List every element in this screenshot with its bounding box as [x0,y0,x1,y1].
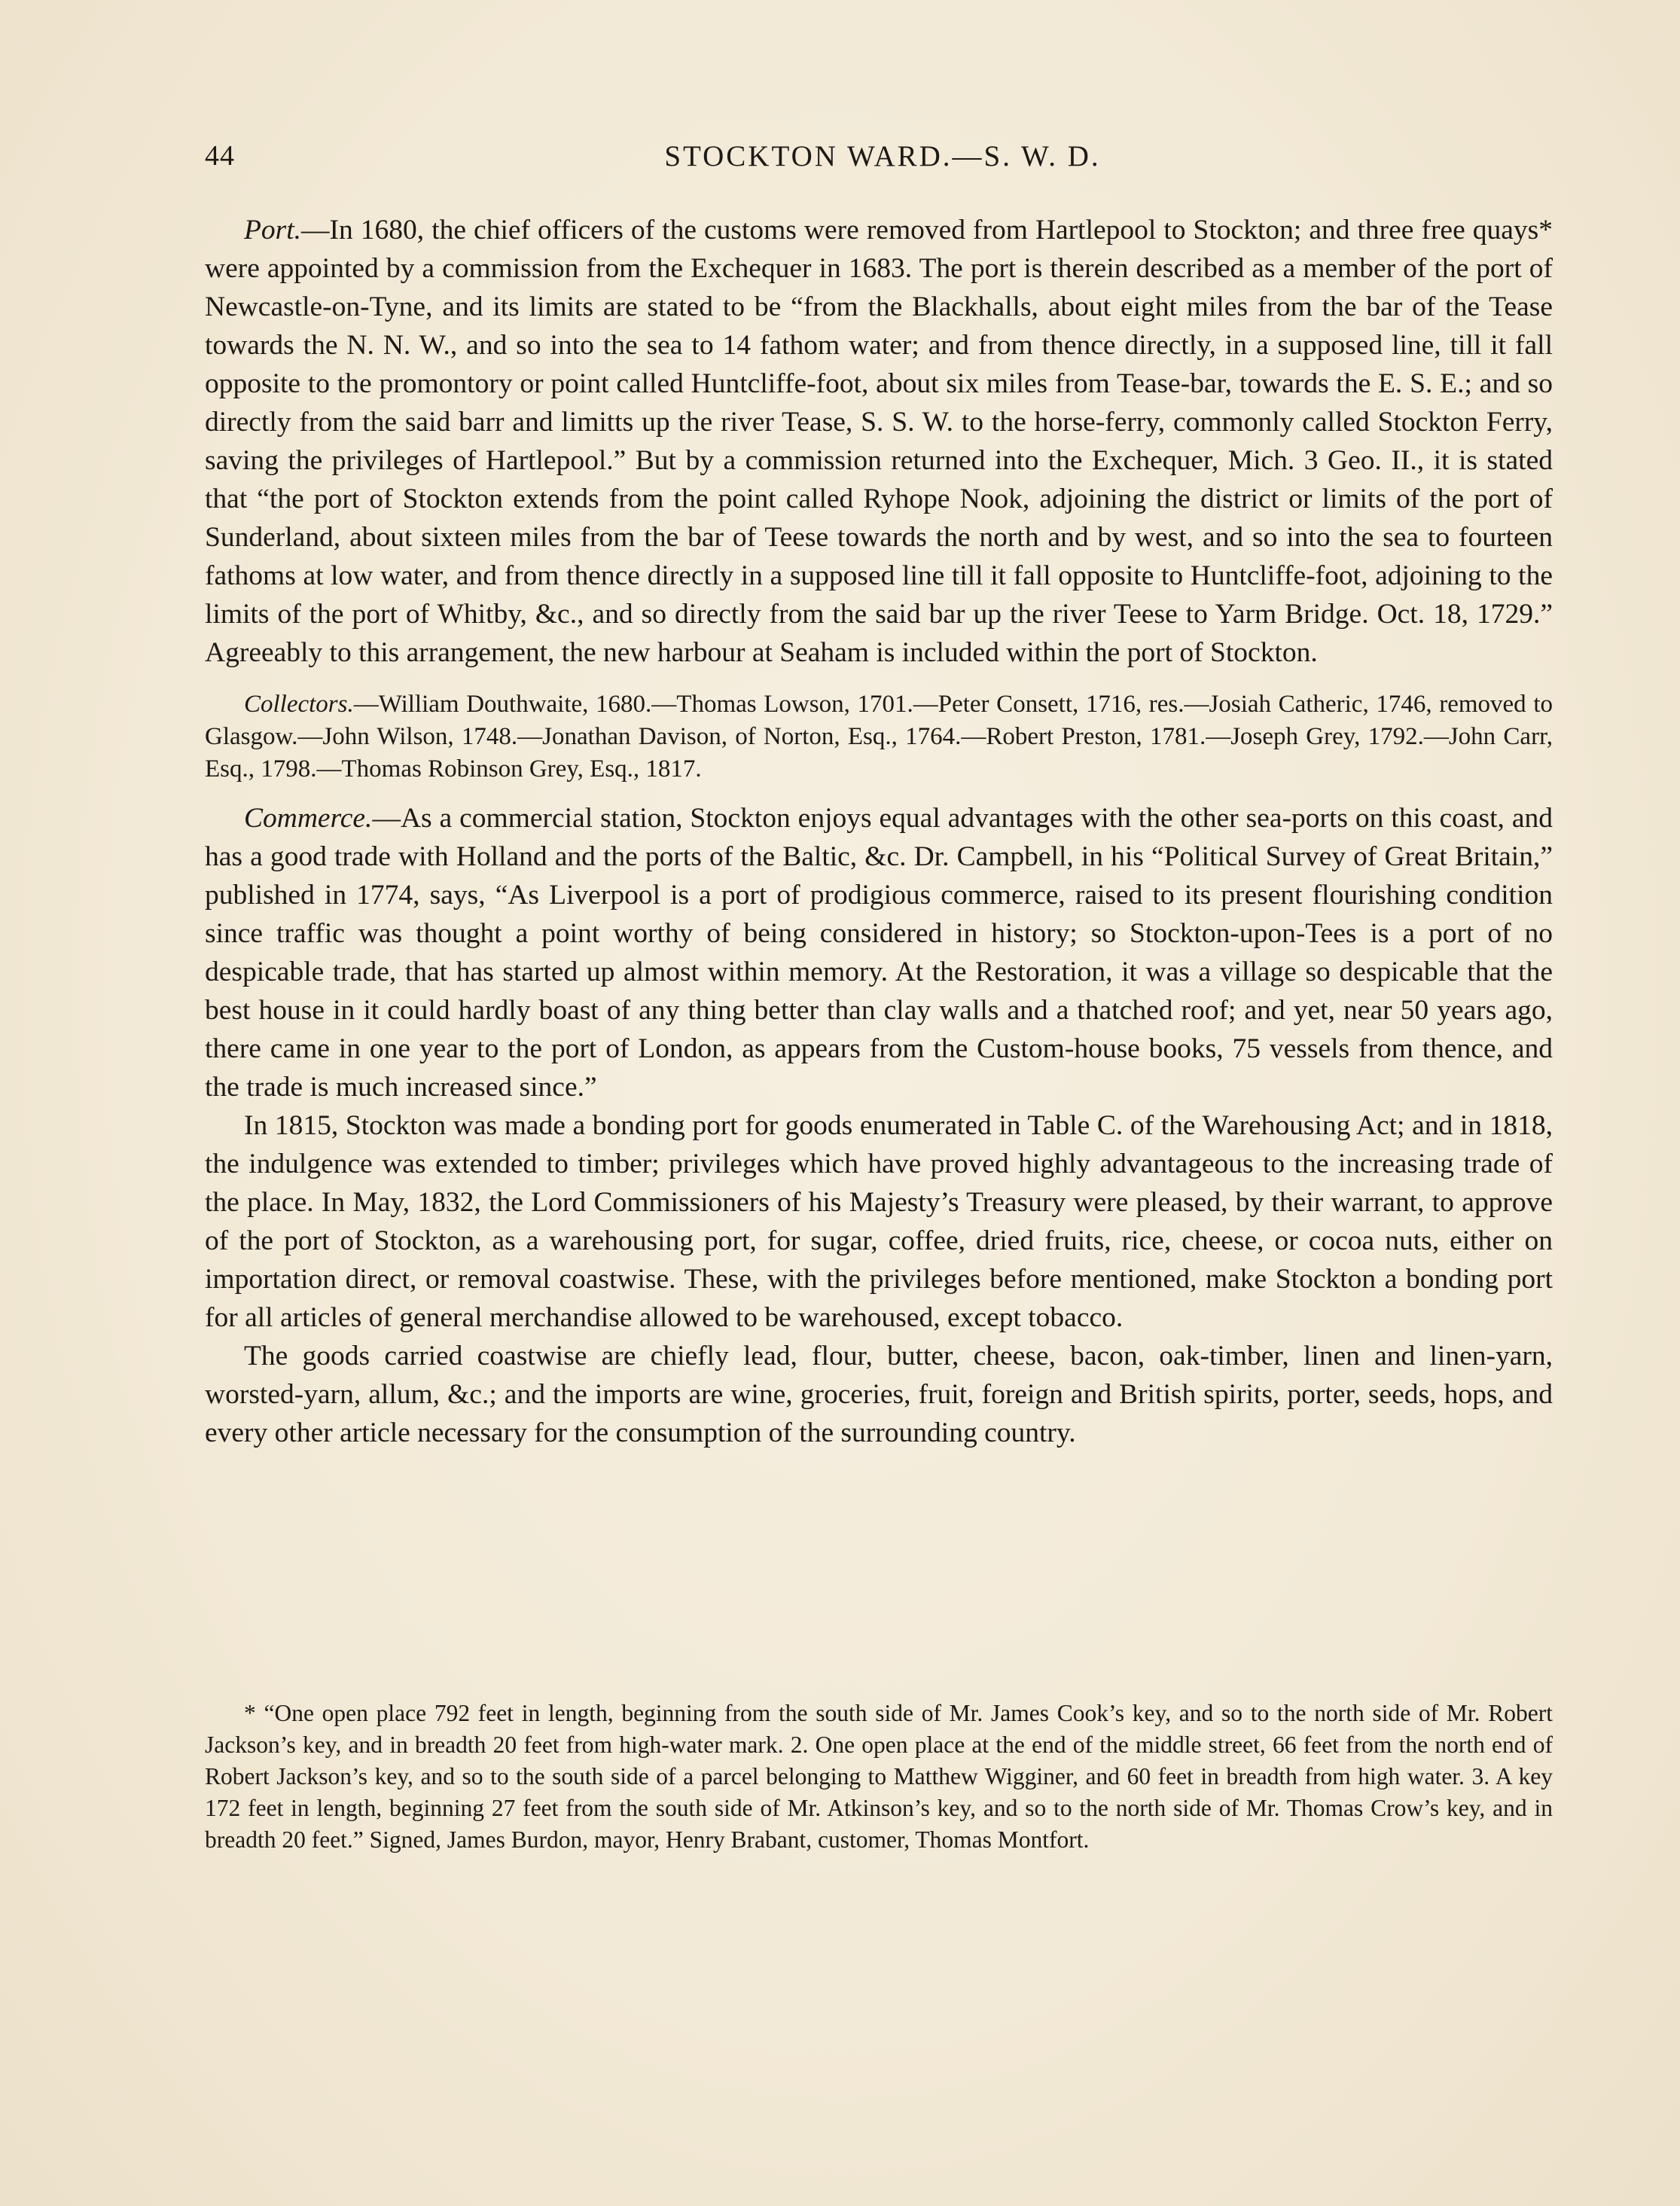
commerce-text: —As a commercial station, Stockton enjoys equal advantages with the other sea-ports on this coast, and has a good trade with Holland and the ports of the Baltic, &c. Dr. Campbell, in his “Political Survey of Great Britain,” published in 1774, says, “As Liverpool is a port of prodigious commerce, raised to its present flourishing condition since traffic was thought a point worthy of being considered in history; so Stockton-upon-Tees is a port of no despicable trade, that has started up almost within memory. At the Restoration, it was a village so despicable that the best house in it could hardly boast of any thing better than clay walls and a thatched roof; and yet, near 50 years ago, there came in one year to the port of London, as appears from the Custom-house books, 75 vessels from thence, and the trade is much increased since.” [205,803,1553,1103]
bonding-text: In 1815, Stockton was made a bonding port for goods enumerated in Table C. of the Warehousing Act; and in 1818, the indulgence was extended to timber; privileges which have proved highly advantageous to the increasing trade of the place. In May, 1832, the Lord Commissioners of his Majesty’s Treasury were pleased, by their warrant, to approve of the port of Stockton, as a warehousing port, for sugar, coffee, dried fruits, rice, cheese, or cocoa nuts, either on importation direct, or removal coastwise. These, with the privileges before mentioned, make Stockton a bonding port for all articles of general merchandise allowed to be warehoused, except tobacco. [205,1110,1553,1333]
goods-paragraph [205,1337,1553,1452]
port-text: —In 1680, the chief officers of the customs were removed from Hartlepool to Stockton; and three free quays* were appointed by a commission from the Exchequer in 1683. The port is therein described as a member of the port of Newcastle-on-Tyne, and its limits are stated to be “from the Blackhalls, about eight miles from the bar of the Tease towards the N. N. W., and so into the sea to 14 fathom water; and from thence directly, in a supposed line, till it fall opposite to the promontory or point called Huntcliffe-foot, about six miles from Tease-bar, towards the E. S. E.; and so directly from the said barr and limitts up the river Tease, S. S. W. to the horse-ferry, commonly called Stockton Ferry, saving the privileges of Hartlepool.” But by a commission returned into the Exchequer, Mich. 3 Geo. II., it is stated that “the port of Stockton extends from the point called Ryhope Nook, adjoining the district or limits of the port of Sunderland, about sixteen miles from the bar of Teese towards the north and by west, and so into the sea to fourteen fathoms at low water, and from thence directly in a supposed line till it fall opposite to Huntcliffe-foot, adjoining to the limits of the port of Whitby, &c., and so directly from the said bar up the river Teese to Yarm Bridge. Oct. 18, 1729.” Agreeably to this arrangement, the new harbour at Seaham is included within the port of Stockton. [205,215,1553,668]
collectors-text: —William Douthwaite, 1680.—Thomas Lowson, 1701.—Peter Consett, 1716, res.—Josiah Catheric, 1746, removed to Glasgow.—John Wilson, 1748.—Jonathan Davison, of Norton, Esq., 1764.—Robert Preston, 1781.—Joseph Grey, 1792.—John Carr, Esq., 1798.—Thomas Robinson Grey, Esq., 1817. [205,691,1553,783]
page-number: 44 [205,140,235,172]
port-lead: Port. [244,215,302,246]
body-text [205,211,1553,1452]
commerce-lead: Commerce. [244,803,373,834]
bonding-paragraph [205,1106,1553,1337]
goods-text: The goods carried coastwise are chiefly lead, flour, butter, cheese, bacon, oak-timber, linen and linen-yarn, worsted-yarn, allum, &c.; and the imports are wine, groceries, fruit, foreign and British spirits, porter, seeds, hops, and every other article necessary for the consumption of the surrounding country. [205,1341,1553,1448]
footnote [205,1698,1553,1856]
running-head: STOCKTON WARD.—S. W. D. [664,140,1101,172]
footnote-text: * “One open place 792 feet in length, beginning from the south side of Mr. James Cook’s key, and so to the north side of Mr. Robert Jackson’s key, and in breadth 20 feet from high-water mark. 2. One open place at the end of the middle street, 66 feet from the north end of Robert Jackson’s key, and so to the south side of a parcel belonging to Matthew Wigginer, and 60 feet in breadth from high water. 3. A key 172 feet in length, beginning 27 feet from the south side of Mr. Atkinson’s key, and so to the north side of Mr. Thomas Crow’s key, and in breadth 20 feet.” Signed, James Burdon, mayor, Henry Brabant, customer, Thomas Montfort. [205,1700,1553,1853]
port-paragraph [205,211,1553,672]
collectors-lead: Collectors. [244,691,354,718]
page-header [205,139,1560,185]
collectors-paragraph [205,688,1553,786]
commerce-paragraph [205,799,1553,1106]
